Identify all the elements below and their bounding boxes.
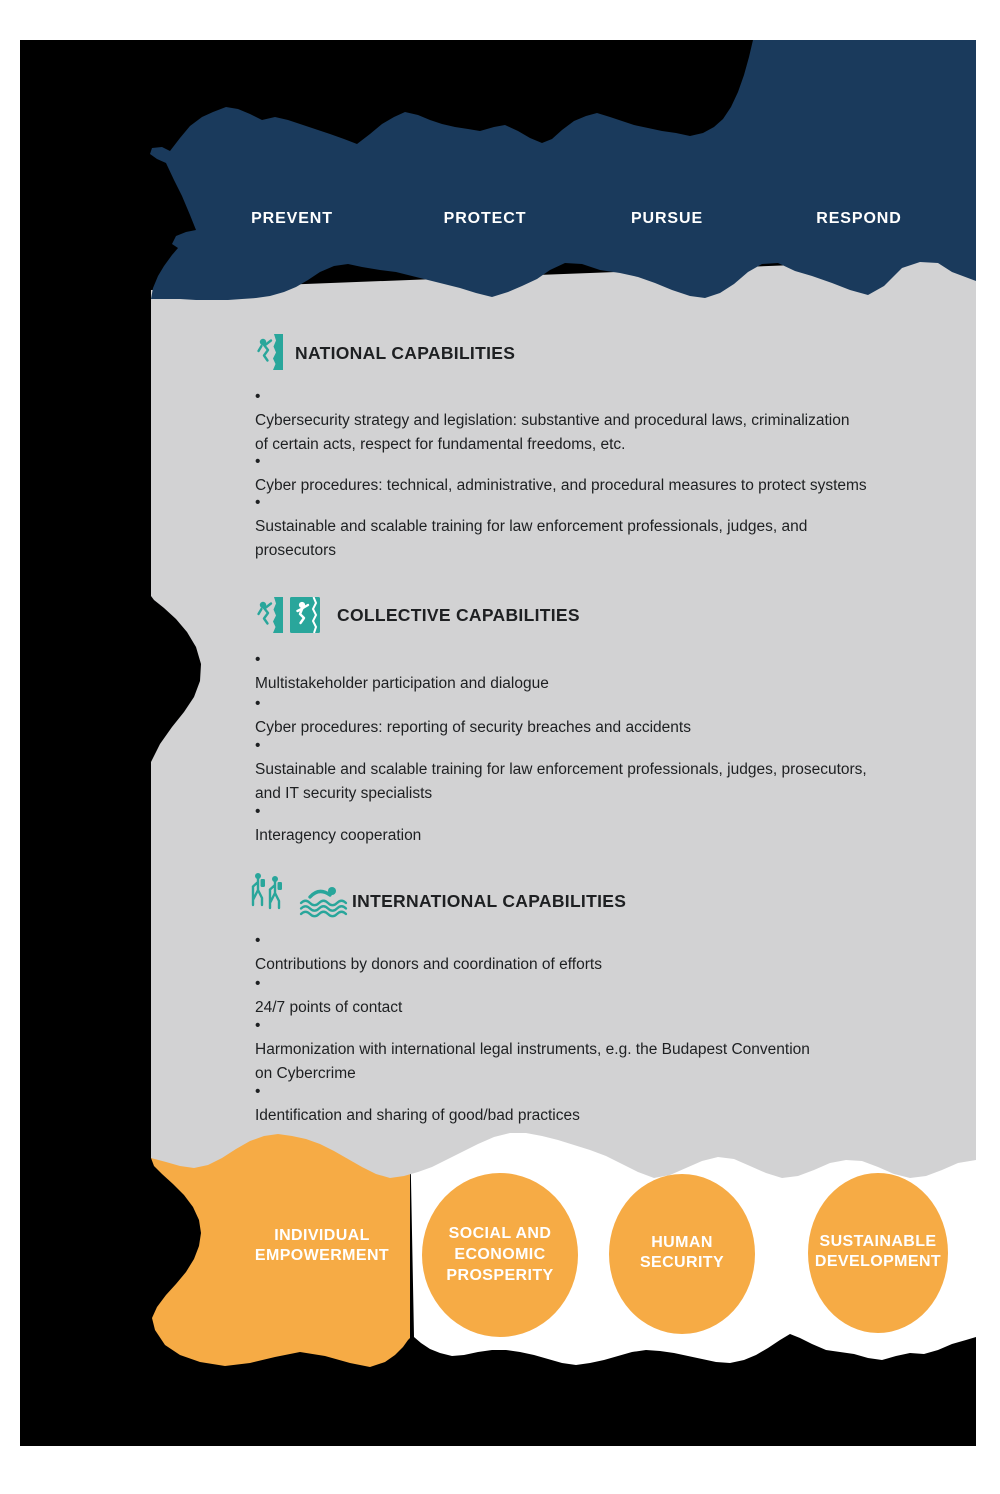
bullet-dot: • [255, 1083, 261, 1100]
phase-label-prevent: PREVENT [251, 210, 333, 227]
section-title-collective: COLLECTIVE CAPABILITIES [337, 605, 580, 625]
bullet-dot: • [255, 737, 261, 754]
phase-label-respond: RESPOND [816, 210, 902, 227]
outcome-label-sustainable-development: SUSTAINABLE DEVELOPMENT [814, 1233, 942, 1270]
bullet-dot: • [255, 388, 261, 405]
swimmer-icon [298, 884, 350, 918]
climber-cliff-icon [255, 597, 283, 633]
bullet-national-3: • Sustainable and scalable training for law enforcement professionals, judges, and prosecutors [255, 491, 807, 563]
hikers-icon [250, 870, 296, 916]
bullet-international-2: • 24/7 points of contact [255, 972, 402, 1020]
bullet-collective-3: • Sustainable and scalable training for law enforcement professionals, judges, prosecutors, and IT security specialists [255, 734, 867, 806]
outcome-label-human-security: HUMAN SECURITY [639, 1234, 725, 1271]
bullet-international-3: • Harmonization with international legal instruments, e.g. the Budapest Convention on Cybercrime [255, 1014, 810, 1086]
bullet-international-4: • Identification and sharing of good/bad practices [255, 1080, 580, 1128]
bullet-collective-2: • Cyber procedures: reporting of security breaches and accidents [255, 692, 691, 740]
bullet-collective-4: • Interagency cooperation [255, 800, 421, 848]
bullet-dot: • [255, 932, 261, 949]
bullet-collective-1: • Multistakeholder participation and dialogue [255, 648, 549, 696]
bullet-dot: • [255, 651, 261, 668]
bullet-dot: • [255, 1017, 261, 1034]
bullet-national-2: • Cyber procedures: technical, administrative, and procedural measures to protect systems [255, 450, 867, 498]
climber-wall-icon [290, 597, 320, 633]
bullet-dot: • [255, 494, 261, 511]
outcome-label-individual-empowerment: INDIVIDUAL EMPOWERMENT [254, 1227, 390, 1264]
bullet-national-1: • Cybersecurity strategy and legislation: substantive and procedural laws, criminalization of certain acts, respect for fundamental freedoms, etc. [255, 385, 849, 457]
section-title-international: INTERNATIONAL CAPABILITIES [352, 891, 627, 911]
section-title-national: NATIONAL CAPABILITIES [295, 343, 516, 363]
bullet-dot: • [255, 975, 261, 992]
outcome-label-social-economic: SOCIAL AND ECONOMIC PROSPERITY [446, 1225, 554, 1284]
phase-label-protect: PROTECT [443, 210, 527, 227]
bullet-dot: • [255, 453, 261, 470]
climber-cliff-icon [255, 334, 283, 370]
phase-label-pursue: PURSUE [630, 210, 704, 227]
bullet-dot: • [255, 803, 261, 820]
bullet-international-1: • Contributions by donors and coordination of efforts [255, 929, 602, 977]
bullet-dot: • [255, 695, 261, 712]
